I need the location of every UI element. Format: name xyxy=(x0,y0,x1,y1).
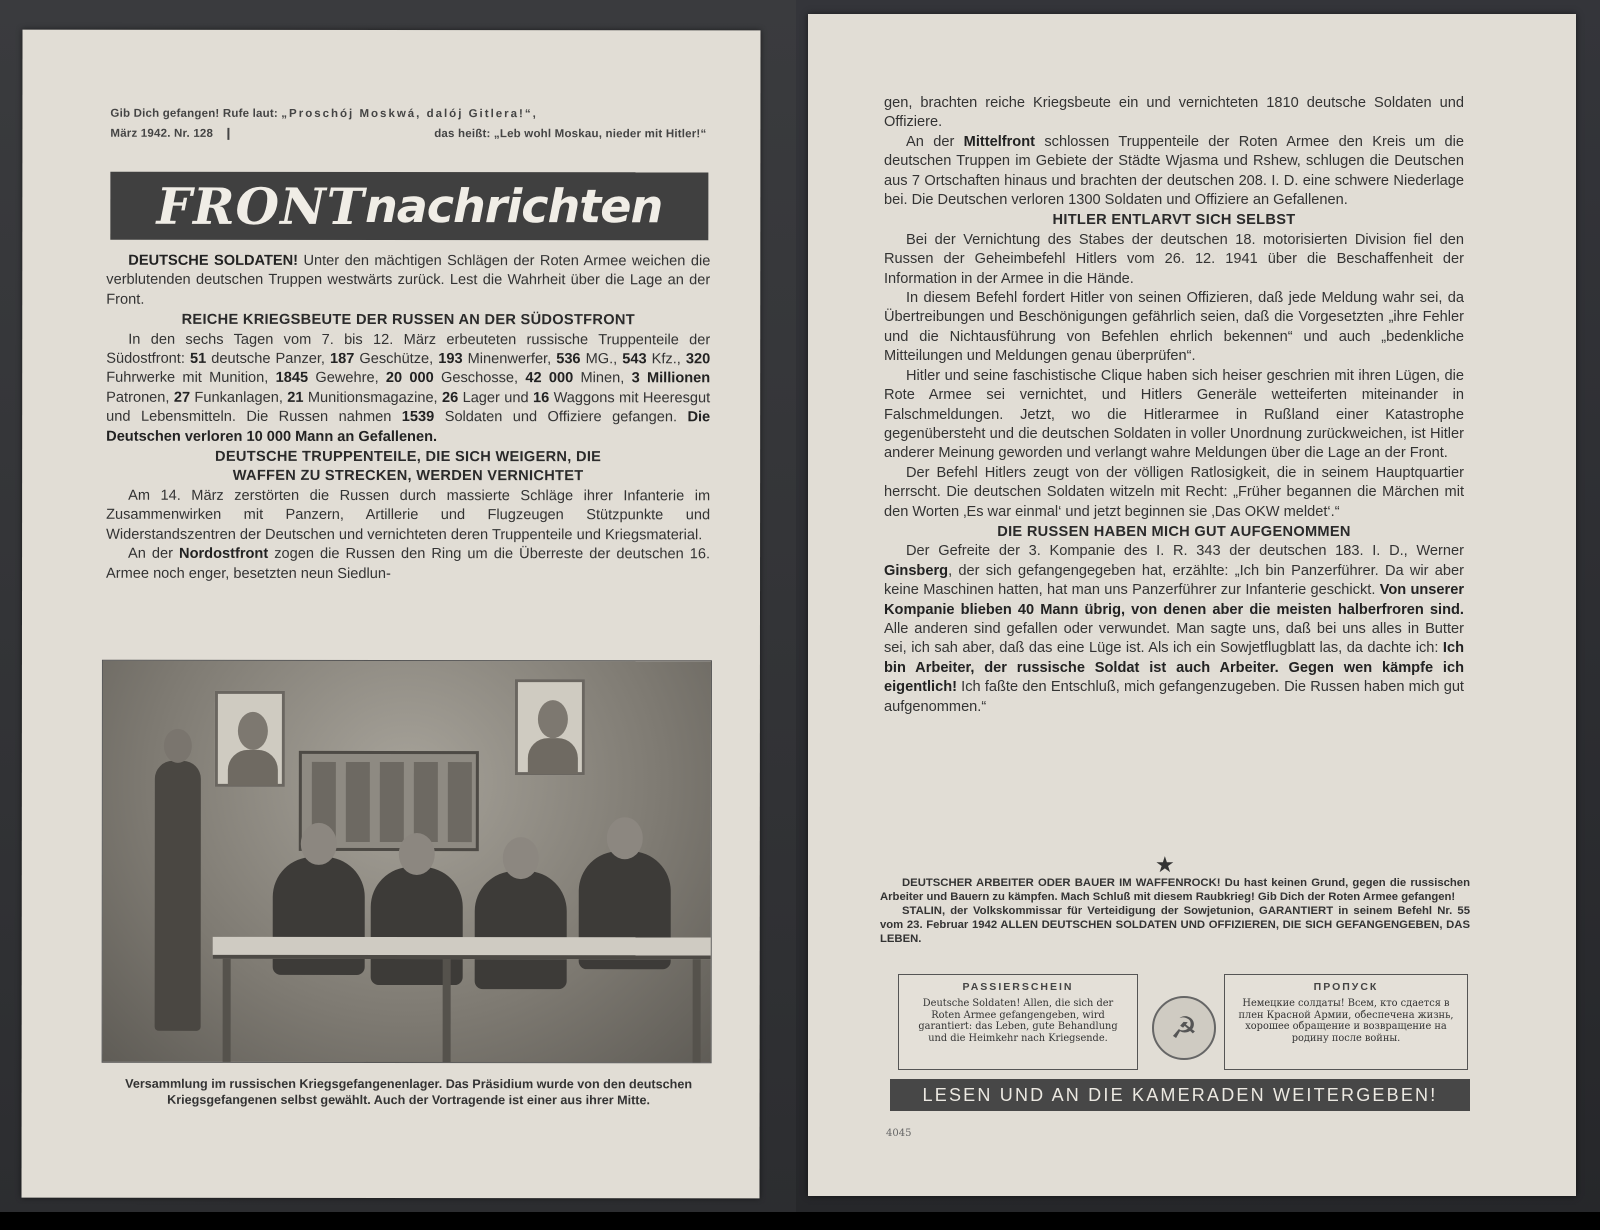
photo-caption: Versammlung im russischen Kriegsgefangenenlager. Das Präsidium wurde von den deutschen Kriegsgefangenen selbst gewählt. Auch der Vortragende ist einer aus ihrer Mitte. xyxy=(125,1076,693,1108)
appeal-paragraph-1: DEUTSCHER ARBEITER ODER BAUER IM WAFFENROCK! Du hast keinen Grund, gegen die russischen Arbeiter und Bauern zu kämpfen. Mach Schluß mit diesem Raubkrieg! Gib Dich der Roten Armee gefangen! xyxy=(880,877,1470,903)
section-heading-spoils: REICHE KRIEGSBEUTE DER RUSSEN AN DER SÜDOSTFRONT xyxy=(181,312,635,329)
appeal-block xyxy=(880,876,1470,946)
soviet-emblem-icon: ☭ xyxy=(1152,996,1216,1060)
continuation-paragraph: gen, brachten reiche Kriegsbeute ein und vernichteten 1810 deutsche Soldaten und Offiziere. xyxy=(884,95,1464,131)
refusal-paragraph-2: An der Nordostfront zogen die Russen den Ring um die Überreste der deutschen 16. Armee noch enger, besetzten neun Siedlun- xyxy=(106,545,711,582)
header-translation: das heißt: „Leb wohl Moskau, nieder mit Hitler!“ xyxy=(434,128,707,141)
section-heading-hitler: HITLER ENTLARVT SICH SELBST xyxy=(1052,212,1296,229)
refusal-paragraph-1: Am 14. März zerstörten die Russen durch massierte Schläge ihrer Infanterie im Zusammenwirken mit Panzern, Artillerie und Flugzeugen Stützpunkte und Widerstandszentren der Deutschen und vernichteten deren Truppenteile und Kriegsmaterial. xyxy=(106,487,711,543)
star-icon: ★ xyxy=(1155,852,1175,877)
testimony-paragraph: Der Gefreite der 3. Kompanie des I. R. 343 der deutschen 183. I. D., Werner Ginsberg, der sich gefangengegeben hat, erzählte: „Ich bin Panzerführer. Da wir aber keine Maschinen hatten, hat man uns Panzerführer zur Infanterie geschickt. Von unserer Kompanie blieben 40 Mann übrig, von denen aber die meisten halberfroren sind. Alle anderen sind gefallen oder verwundet. Man sagte uns, daß bei uns alles in Butter sei, ich sah aber, daß das eine Lüge ist. Als ich ein Sowjetflugblatt las, da dachte ich: Ich bin Arbeiter, der russische Soldat ist auch Arbeiter. Gegen wen kämpfe ich eigentlich! Ich faßte den Entschluß, mich gefangenzugeben. Die Russen haben mich gut aufgenommen.“ xyxy=(884,543,1465,715)
passierschein-title: PASSIERSCHEIN xyxy=(962,981,1074,993)
header-line-2 xyxy=(110,127,707,141)
print-number: 4045 xyxy=(886,1128,912,1139)
issue-date: März 1942. Nr. 128 xyxy=(110,128,229,140)
propusk-title: ПРОПУСК xyxy=(1313,981,1379,993)
bottom-band xyxy=(0,1212,1600,1230)
wall-portrait-right xyxy=(515,679,585,775)
appeal-paragraph-2: STALIN, der Volkskommissar für Verteidigung der Sowjetunion, GARANTIERT in seinem Befehl Nr. 55 vom 23. Februar 1942 ALLEN DEUTSCHEN SOLDATEN UND OFFIZIEREN, DIE SICH GEFANGENGEBEN, DAS LEBEN. xyxy=(880,905,1470,945)
seated-figure-3 xyxy=(475,871,567,989)
header-line-1 xyxy=(110,107,706,121)
header-call-text: Gib Dich gefangen! Rufe laut: „Proschój Moskwá, dalój Gitlera!“, xyxy=(110,107,538,121)
propusk-russian xyxy=(1224,974,1468,1070)
masthead-nachrichten: nachrichten xyxy=(364,178,663,234)
prisoner-camp-photo xyxy=(102,660,712,1064)
standing-figure xyxy=(155,761,201,1031)
back-article-column xyxy=(884,94,1464,717)
leaflet-front-page xyxy=(21,30,760,1199)
hitler-paragraph-4: Der Befehl Hitlers zeugt von der völligen Ratlosigkeit, die in seinem Hauptquartier herrscht. Die deutschen Soldaten witzeln mit Recht: „Früher begannen die Märchen mit den Worten ‚Es war einmal‘ und jetzt beginnen sie ‚Das OKW meldet‘.“ xyxy=(884,464,1464,520)
propusk-text: Немецкие солдаты! Всем, кто сдается в плен Красной Армии, обеспечена жизнь, хорошее обращение и возвращение на родину после войны. xyxy=(1238,998,1454,1044)
spoils-paragraph: In den sechs Tagen vom 7. bis 12. März erbeuteten russische Truppenteile der Südostfront: 51 deutsche Panzer, 187 Geschütze, 193 Minenwerfer, 536 MG., 543 Kfz., 320 Fuhrwerke mit Munition, 1845 Gewehre, 20 000 Geschosse, 42 000 Minen, 3 Millionen Patronen, 27 Funkanlagen, 21 Munitionsmagazine, 26 Lager und 16 Waggons mit Heeresgut und Lebensmitteln. Die Russen nahmen 1539 Soldaten und Offiziere gefangen. Die Deutschen verloren 10 000 Mann an Gefallenen. xyxy=(106,331,711,445)
section-heading-refusal: DEUTSCHE TRUPPENTEILE, DIE SICH WEIGERN, DIE WAFFEN ZU STRECKEN, WERDEN VERNICHTET xyxy=(215,448,602,485)
hitler-paragraph-2: In diesem Befehl fordert Hitler von seinen Offizieren, daß jede Meldung wahr sei, da Übertreibungen und Beschönigungen gefährlich seien, daß die Vorgesetzten „ihre Fehler und die Nichtausführung von Befehlen ehrlich bekennen“ und auch „bedenkliche Mitteilungen und Meldungen genau überprüfen“. xyxy=(884,290,1464,365)
leaflet-back-page xyxy=(808,14,1576,1196)
pass-on-banner: LESEN UND AN DIE KAMERADEN WEITERGEBEN! xyxy=(890,1079,1470,1111)
passierschein-german xyxy=(898,974,1138,1070)
front-article-column xyxy=(106,252,710,584)
central-front-paragraph: An der Mittelfront schlossen Truppenteile der Roten Armee den Kreis um die deutschen Truppen im Gebiete der Städte Wjasma und Rshew, schlugen die Deutschen aus 7 Ortschaften hinaus und brachten der deutschen 208. I. D. eine schwere Niederlage bei. Die Deutschen verloren 1300 Soldaten und Offiziere an Gefallenen. xyxy=(884,133,1464,209)
masthead-front: FRONT xyxy=(156,176,366,236)
table xyxy=(213,937,712,959)
hitler-paragraph-3: Hitler und seine faschistische Clique haben sich heiser geschrien mit ihren Lügen, die Rote Armee sei vernichtet, und Hitlers Generäle wetteiferten miteinander in Falschmeldungen. Jetzt, wo die Hitlerarmee in Rußland einer Katastrophe gegenübersteht und die deutschen Soldaten in voller Unordnung zurückweichen, ist Hitler anderer Meinung geworden und verlangt wahre Meldungen über die Lage an der Front. xyxy=(884,367,1464,462)
wall-portrait-left xyxy=(215,691,285,787)
masthead-banner xyxy=(110,172,708,241)
section-heading-testimony: DIE RUSSEN HABEN MICH GUT AUFGENOMMEN xyxy=(997,523,1351,540)
passierschein-text: Deutsche Soldaten! Allen, die sich der Roten Armee gefangengeben, wird garantiert: das Leben, gute Behandlung und die Heimkehr nach Kriegsende. xyxy=(918,998,1118,1044)
hitler-paragraph-1: Bei der Vernichtung des Stabes der deutschen 18. motorisierten Division fiel den Russen der Geheimbefehl Hitlers vom 26. 12. 1941 über die Beschaffenheit der Information in der Armee in die Hände. xyxy=(884,231,1464,287)
intro-paragraph: DEUTSCHE SOLDATEN! Unter den mächtigen Schlägen der Roten Armee weichen die verblutenden deutschen Truppen westwärts zurück. Lest die Wahrheit über die Lage an der Front. xyxy=(106,252,711,308)
